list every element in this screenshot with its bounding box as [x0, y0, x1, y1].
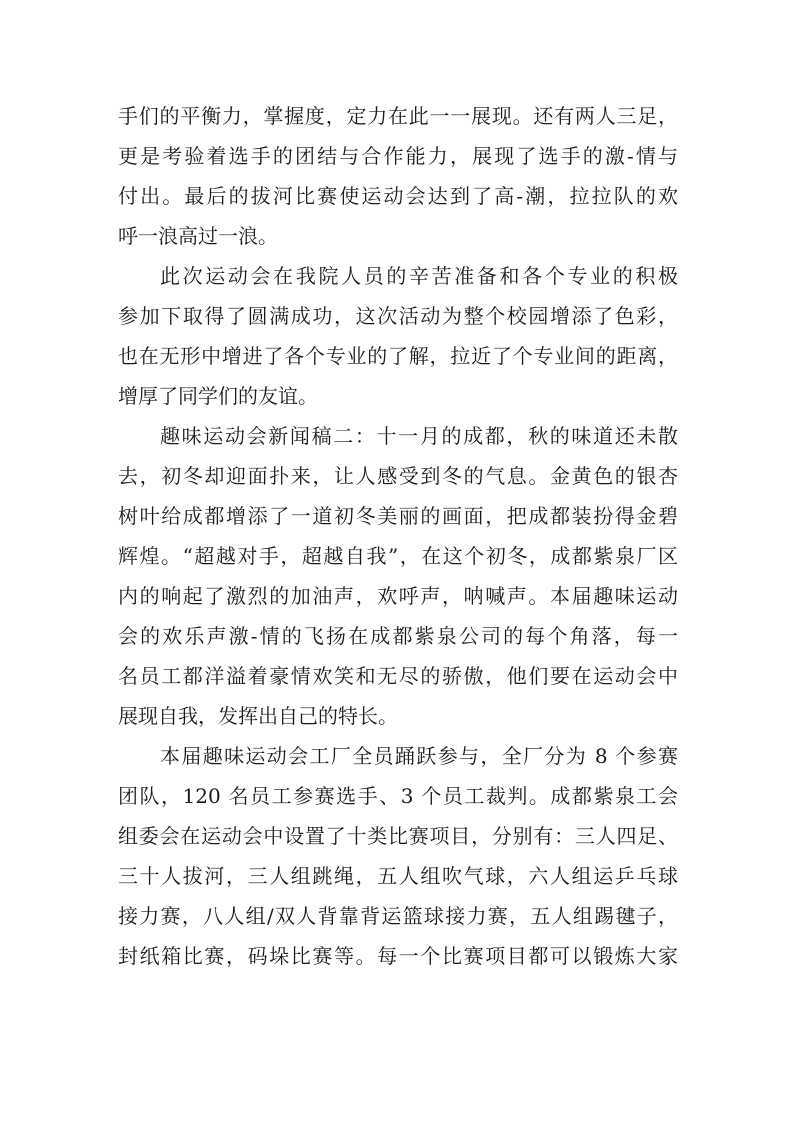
text-line: 参加下取得了圆满成功，这次活动为整个校园增添了色彩，: [118, 304, 678, 328]
paragraph-first-line: 趣味运动会新闻稿二：十一月的成都，秋的味道还未散: [160, 424, 678, 448]
text-line: 接力赛，八人组/双人背靠背运篮球接力赛，五人组踢毽子，: [118, 904, 678, 928]
text-line: 名员工都洋溢着豪情欢笑和无尽的骄傲，他们要在运动会中: [118, 664, 678, 688]
text-line: 手们的平衡力，掌握度，定力在此一一展现。还有两人三足，: [118, 104, 678, 128]
paragraph-first-line: 此次运动会在我院人员的辛苦准备和各个专业的积极: [160, 264, 678, 288]
text-line: 三十人拔河，三人组跳绳，五人组吹气球，六人组运乒乓球: [118, 864, 678, 888]
text-line: 团队，120 名员工参赛选手、3 个员工裁判。成都紫泉工会: [118, 784, 678, 808]
text-line: 也在无形中增进了各个专业的了解，拉近了个专业间的距离，: [118, 344, 678, 368]
paragraph-first-line: 本届趣味运动会工厂全员踊跃参与，全厂分为 8 个参赛: [160, 744, 678, 768]
body-text: [118, 96, 678, 976]
text-line: 封纸箱比赛，码垛比赛等。每一个比赛项目都可以锻炼大家: [118, 944, 678, 968]
text-line: 会的欢乐声激-情的飞扬在成都紫泉公司的每个角落，每一: [118, 624, 678, 648]
text-line: 展现自我，发挥出自己的特长。: [118, 704, 398, 728]
text-line: 树叶给成都增添了一道初冬美丽的画面，把成都装扮得金碧: [118, 504, 678, 528]
text-line: 组委会在运动会中设置了十类比赛项目，分别有：三人四足、: [118, 824, 678, 848]
text-line: 呼一浪高过一浪。: [118, 224, 278, 248]
text-line: 增厚了同学们的友谊。: [118, 384, 318, 408]
text-line: 内的响起了激烈的加油声，欢呼声，呐喊声。本届趣味运动: [118, 584, 678, 608]
text-line: 去，初冬却迎面扑来，让人感受到冬的气息。金黄色的银杏: [118, 464, 678, 488]
text-line: 辉煌。“超越对手，超越自我”，在这个初冬，成都紫泉厂区: [118, 544, 678, 568]
text-line: 付出。最后的拔河比赛使运动会达到了高-潮，拉拉队的欢: [118, 184, 678, 208]
text-line: 更是考验着选手的团结与合作能力，展现了选手的激-情与: [118, 144, 678, 168]
